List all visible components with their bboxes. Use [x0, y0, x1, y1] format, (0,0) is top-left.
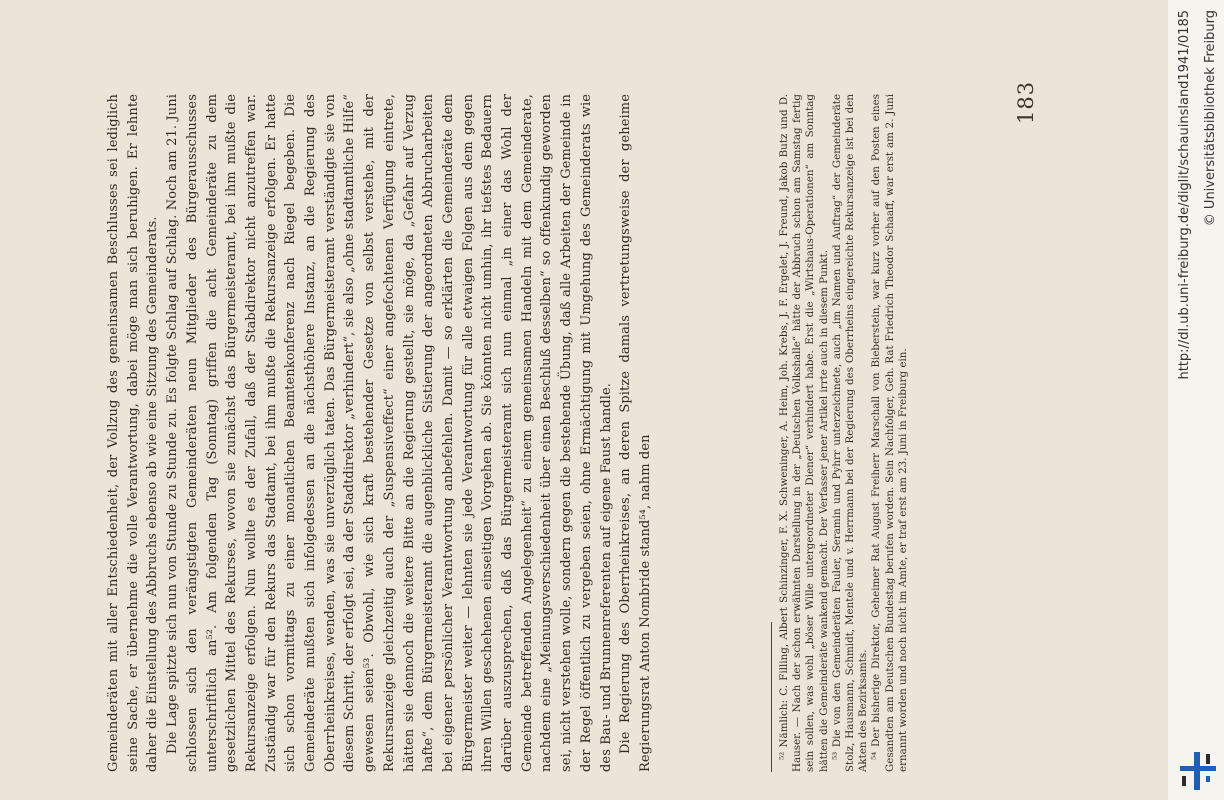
source-url-watermark[interactable] — [1171, 0, 1199, 760]
footnote-54: ⁵⁴ Der bisherige Direktor, Geheimer Rat August Freiherr Marschall von Bieberstein, war kurz vorher auf den Posten eines Gesandten am Deutschen Bundestag berufen worden. Sein Nachfolger, Geh. Rat Friedrich Theodor Schaaff, war erst am 2. Juni ernannt worden und noch nicht im Amte, er traf erst am 23. Juni in Freiburg ein. — [870, 94, 909, 772]
paragraph-3: Die Regierung des Oberrheinkreises, an deren Spitze damals vertretungsweise der geheime Regierungsrat Anton Nombride stand⁵⁴, nahm den — [618, 94, 653, 772]
page-text-frame — [84, 0, 1084, 800]
footnote-52: ⁵² Nämlich: C. Filling, Albert Schinzinger, F. X. Schweninger, A. Heim, Joh. Krebs, J. F. Ergelet, J. Freund, Jakob Butz und D. Hauser. — Nach der schon erwähnten Darstellung in der „Deutschen Volkshalle“ hätte der Abbruch schon am Samstag fertig sein sollen, was wohl „böser Wille untergeordneter Diener“ verhindert habe. Erst die „Wirtshaus-Operationen“ am Sonntag hätten die Gemeinderäte wankend gemacht. Der Verfasser jener Artikel irrte auch in diesem Punkt. — [778, 94, 830, 772]
paragraph-1: Gemeinderäten mit aller Entschiedenheit, der Vollzug des gemeinsamen Beschlusses sei lediglich seine Sache, er übernehme die volle Verantwortung, dabei möge man sich beruhigen. Er lehnte daher die Einstellung des Abbruchs ebenso ab wie eine Sitzung des Gemeinderats. — [106, 94, 161, 772]
ub-freiburg-logo-icon — [1176, 748, 1220, 794]
rotated-page-content — [84, 0, 1084, 800]
footnotes — [778, 94, 910, 772]
source-url-text[interactable]: http://dl.ub.uni-freiburg.de/diglit/schauinsland1941/0185 — [1177, 10, 1192, 380]
copyright-text: © Universitätsbibliothek Freiburg — [1203, 10, 1218, 227]
footnote-divider — [771, 622, 772, 772]
body-text — [104, 94, 656, 772]
paragraph-2: Die Lage spitzte sich nun von Stunde zu Stunde zu. Es folgte Schlag auf Schlag. Noch am 21. Juni schlossen sich den verängstigten Gemeinderäten neun Mitglieder des Bürgerausschusses unterschriftlich an⁵². Am folgenden Tag (Sonntag) griffen die acht Gemeinderäte zu dem gesetzlichen Mittel des Rekurses, wovon sie zunächst das Bürgermeisteramt, bei ihm mußte die Rekursanzeige erfolgen. Nun wollte es der Zufall, daß der Stabdirektor nicht anzutreffen war. Zuständig war für den Rekurs das Stadtamt, bei ihm mußte die Rekursanzeige erfolgen. Er hatte sich schon vormittags zu einer monatlichen Beamtenkonferenz nach Riegel begeben. Die Gemeinderäte mußten sich infolgedessen an die nächsthöhere Instanz, an die Regierung des Oberrheinkreises, wenden, was sie unverzüglich taten. Das Bürgermeisteramt verständigte sie von diesem Schritt, der erfolgt sei, da der Stadtdirektor „verhindert“, sie also „ohne stadtamtliche Hilfe“ gewesen seien⁵³. Obwohl, wie sich kraft bestehender Gesetze von selbst verstehe, mit der Rekursanzeige gleichzeitig auch der „Suspensiveffect“ einer angefochtenen Verfügung eintrete, hätten sie dennoch die weitere Bitte an die Regierung gestellt, sie möge, da „Gefahr auf Verzug hafte“, dem Bürgermeisteramt die augenblickliche Sistierung der angeordneten Abbrucharbeiten bei eigener persönlicher Verantwortung anbefehlen. Damit — so erklärten die Gemeinderäte dem Bürgermeister weiter — lehnten sie jede Verantwortung für alle etwaigen Folgen aus dem gegen ihren Willen geschehenen einseitigen Vorgehen ab. Sie könnten nicht umhin, ihr tiefstes Bedauern darüber auszusprechen, daß das Bürgermeisteramt sich nun einmal „in einer das Wohl der Gemeinde betreffenden Angelegenheit“ zu einem gemeinsamen Handeln mit dem Gemeinderate, nachdem eine „Meinungsverschiedenheit über einen Beschluß desselben“ so offenkundig geworden sei, nicht verstehen wolle, sondern gegen die bestehende Übung, daß alle Arbeiten der Gemeinde in der Regel öffentlich zu vergeben seien, ohne Ermächtigung mit Umgehung des Gemeinderats wie des Bau- und Brunnenreferenten auf eigene Faust handle. — [165, 94, 614, 772]
page-number: 183 — [1014, 80, 1038, 124]
copyright-watermark — [1197, 0, 1224, 760]
footnote-53: ⁵³ Die von den Gemeinderäten Fauler, Seramin und Pyhrr unterzeichnete, auch „im Namen und Auftrag“ der Gemeinderäte Stolz, Hausmann, Schmidt, Mentele und v. Herrmann bei der Regierung des Oberrheins eingereichte Rekursanzeige ist bei den Akten des Bezirksamts. — [830, 94, 870, 772]
